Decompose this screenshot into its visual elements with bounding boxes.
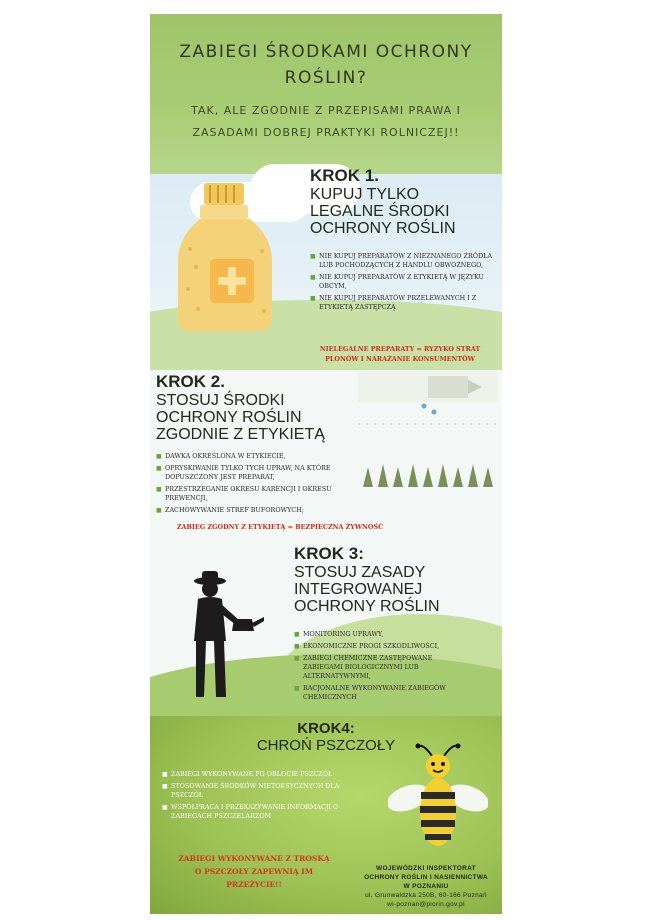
step1-heading-block [310,166,456,237]
list-item: ■ NIE KUPUJ PREPARATÓW Z NIEZNANEGO ŹRÓDŁA LUB POCHODZĄCYCH Z HANDLU OBWOŹNEGO, [310,252,498,270]
step3-title-line: INTEGROWANEJ [294,581,423,598]
list-item: ■ NIE KUPUJ PREPARATÓW PRZELEWANYCH I Z ETYKIETĄ ZASTĘPCZĄ [310,294,498,312]
step4-warning-line: PRZEŻYCIE!! [226,880,282,889]
step4-heading: KROK4: [297,720,355,737]
poster [150,14,502,914]
step1-title-line: KUPUJ TYLKO [310,186,420,203]
list-item: ■ NIE KUPUJ PREPARATÓW Z ETYKIETĄ W JĘZYKU OBCYM, [310,273,498,291]
list-item: ■ OPRYSKIWANIE TYLKO TYCH UPRAW, NA KTÓRE DOPUSZCZONY JEST PREPARAT, [156,464,352,482]
step4-warning [154,852,354,891]
footer-line: OCHRONY ROŚLIN I NASIENNICTWA [364,874,488,881]
step1-warning-line2: PLONÓW I NARAŻANIE KONSUMENTÓW [325,355,475,363]
step2-heading-block [156,372,325,443]
step3-title-line: OCHRONY ROŚLIN [294,598,440,615]
step2-heading: KROK 2. [156,372,225,391]
list-item: ■ RACJONALNE WYKONYWANIE ZABIEGÓW CHEMICZNYCH [294,684,470,702]
list-item: ■ DAWKA OKREŚLONA W ETYKIECIE, [156,452,352,461]
step4-bullet-list [162,770,352,824]
list-item: ■ ZABIEGI WYKONYWANE PO OBLOCIE PSZCZÓŁ [162,770,352,779]
header-banner [150,14,502,174]
step1-title-line: LEGALNE ŚRODKI [310,203,450,220]
step3-heading-block [294,544,440,615]
bee-icon [388,740,488,855]
footer-address [346,864,502,909]
step1-title-line: OCHRONY ROŚLIN [310,220,456,237]
step2-warning: ZABIEG ZGODNY Z ETYKIETĄ = BEZPIECZNA ŻYWNOŚĆ [176,523,384,531]
bottle-icon [170,179,280,339]
step3-title-line: STOSUJ ZASADY [294,564,426,581]
step2-title-line: STOSUJ ŚRODKI [156,392,285,409]
step2-bullet-list [156,452,352,518]
sprayer-icon [358,372,498,492]
step4-title: CHROŃ PSZCZOŁY [256,737,396,754]
footer-line: ul. Grunwaldzka 250B, 60-166 Poznań [365,892,487,899]
farmer-icon [170,569,265,699]
step1-heading: KROK 1. [310,166,379,185]
step1-warning [300,344,500,364]
step2-title-line: ZGODNIE Z ETYKIETĄ [156,426,325,443]
list-item: ■ ZABIEGI CHEMICZNE ZASTĘPOWANE ZABIEGAMI BIOLOGICZNYMI LUB ALTERNATYWNYMI, [294,654,470,681]
footer-line: WOJEWÓDZKI INSPEKTORAT [376,865,476,872]
list-item: ■ WSPÓŁPRACA I PRZEKAZYWANIE INFORMACJI O ZABIEGACH PSZCZELARZOM [162,803,352,821]
step4-warning-line: ZABIEGI WYKONYWANE Z TROSKĄ [178,854,330,863]
step3-heading: KROK 3: [294,544,364,563]
step2-title-line: OCHRONY ROŚLIN [156,409,302,426]
header-title-line2: ROŚLIN? [284,68,368,88]
list-item: ■ EKONOMICZNE PROGI SZKODLIWOŚCI, [294,642,470,651]
footer-line: W POZNANIU [403,883,449,890]
header-subtitle-line1: TAK, ALE ZGODNIE Z PRZEPISAMI PRAWA I [191,104,461,117]
step1-bullet-list [310,252,498,315]
header-title-line1: ZABIEGI ŚRODKAMI OCHRONY [179,42,473,62]
header-subtitle-line2: ZASADAMI DOBREJ PRAKTYKI ROLNICZEJ!! [192,126,460,139]
step3-bullet-list [294,630,470,705]
step4-warning-line: O PSZCZOŁY ZAPEWNIĄ IM [194,867,314,876]
footer-email: wi-poznan@piorin.gov.pl [387,901,465,908]
list-item: ■ ZACHOWYWANIE STREF BUFOROWYCH; [156,506,352,515]
list-item: ■ STOSOWANIE ŚRODKÓW NIETOKSYCZNYCH DLA PSZCZÓŁ [162,782,352,800]
list-item: ■ MONITORING UPRAWY, [294,630,470,639]
list-item: ■ PRZESTRZEGANIE OKRESU KARENCJI I OKRESU PREWENCJI, [156,485,352,503]
step1-warning-line1: NIELEGALNE PREPARATY = RYZYKO STRAT [319,345,481,353]
